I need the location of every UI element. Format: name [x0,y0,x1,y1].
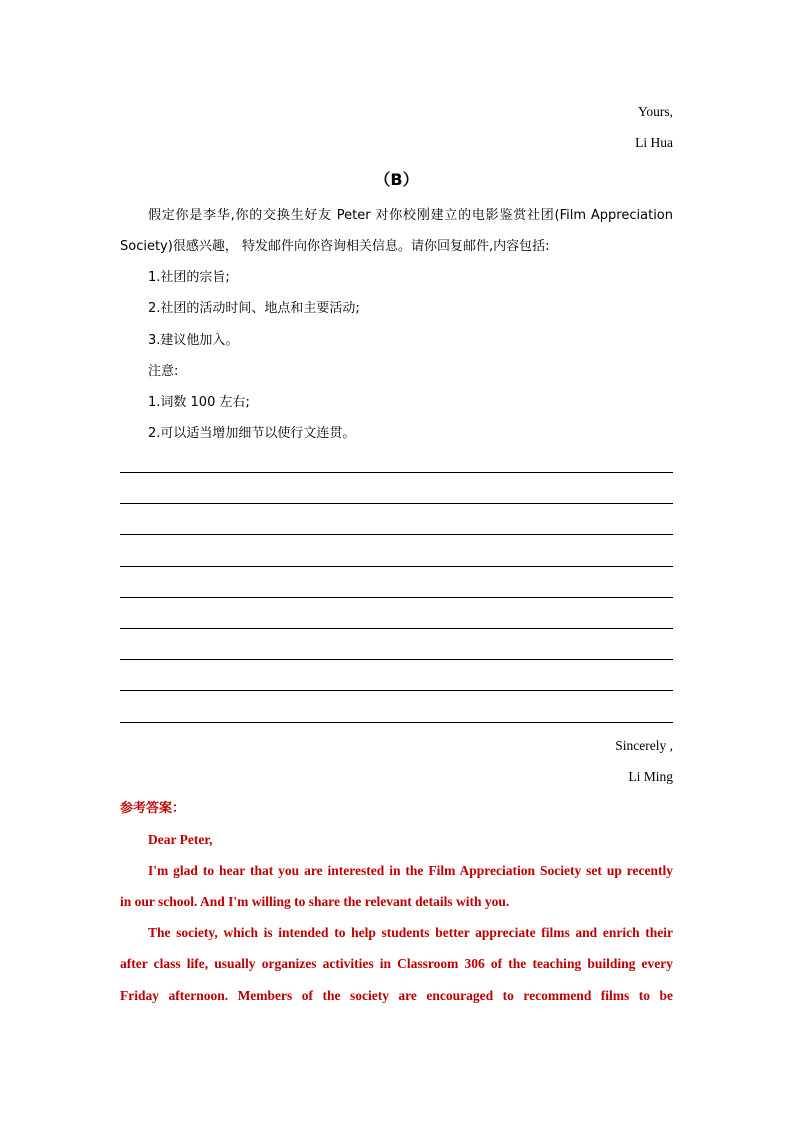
requirement-item: 1.社团的宗旨; [148,270,230,285]
section-heading: （B） [374,170,419,189]
prev-closing: Yours, [637,104,673,119]
writing-line [120,690,673,691]
answer-label: 参考答案： [120,801,186,816]
requirement-item: 2.社团的活动时间、地点和主要活动; [148,301,360,316]
writing-line [120,597,673,598]
writing-line [120,722,673,723]
writing-line [120,566,673,567]
writing-line [120,472,673,473]
writing-line [120,628,673,629]
letter-signature: Li Ming [628,769,673,784]
answer-greeting: Dear Peter, [148,832,213,847]
note-item: 2.可以适当增加细节以使行文连贯。 [148,426,356,441]
prompt-line-1: 假定你是李华,你的交换生好友 Peter 对你校刚建立的电影鉴赏社团(Film Appreciation [148,208,673,223]
writing-line [120,534,673,535]
prev-signature: Li Hua [635,135,673,150]
answer-line: after class life, usually organizes activities in Classroom 306 of the teaching building every [120,956,673,971]
notes-label: 注意: [148,364,179,379]
answer-line: Friday afternoon. Members of the society are encouraged to recommend films to be [120,988,673,1003]
writing-line [120,503,673,504]
answer-line: I'm glad to hear that you are interested in the Film Appreciation Society set up recently [148,863,673,878]
letter-closing: Sincerely , [615,738,673,753]
answer-line: The society, which is intended to help students better appreciate films and enrich their [148,925,673,940]
document-page [120,0,673,1123]
note-item: 1.词数 100 左右; [148,395,250,410]
requirement-item: 3.建议他加入。 [148,333,239,348]
prompt-line-2: Society)很感兴趣， 特发邮件向你咨询相关信息。请你回复邮件,内容包括: [120,239,550,254]
writing-line [120,659,673,660]
answer-line: in our school. And I'm willing to share the relevant details with you. [120,894,510,909]
